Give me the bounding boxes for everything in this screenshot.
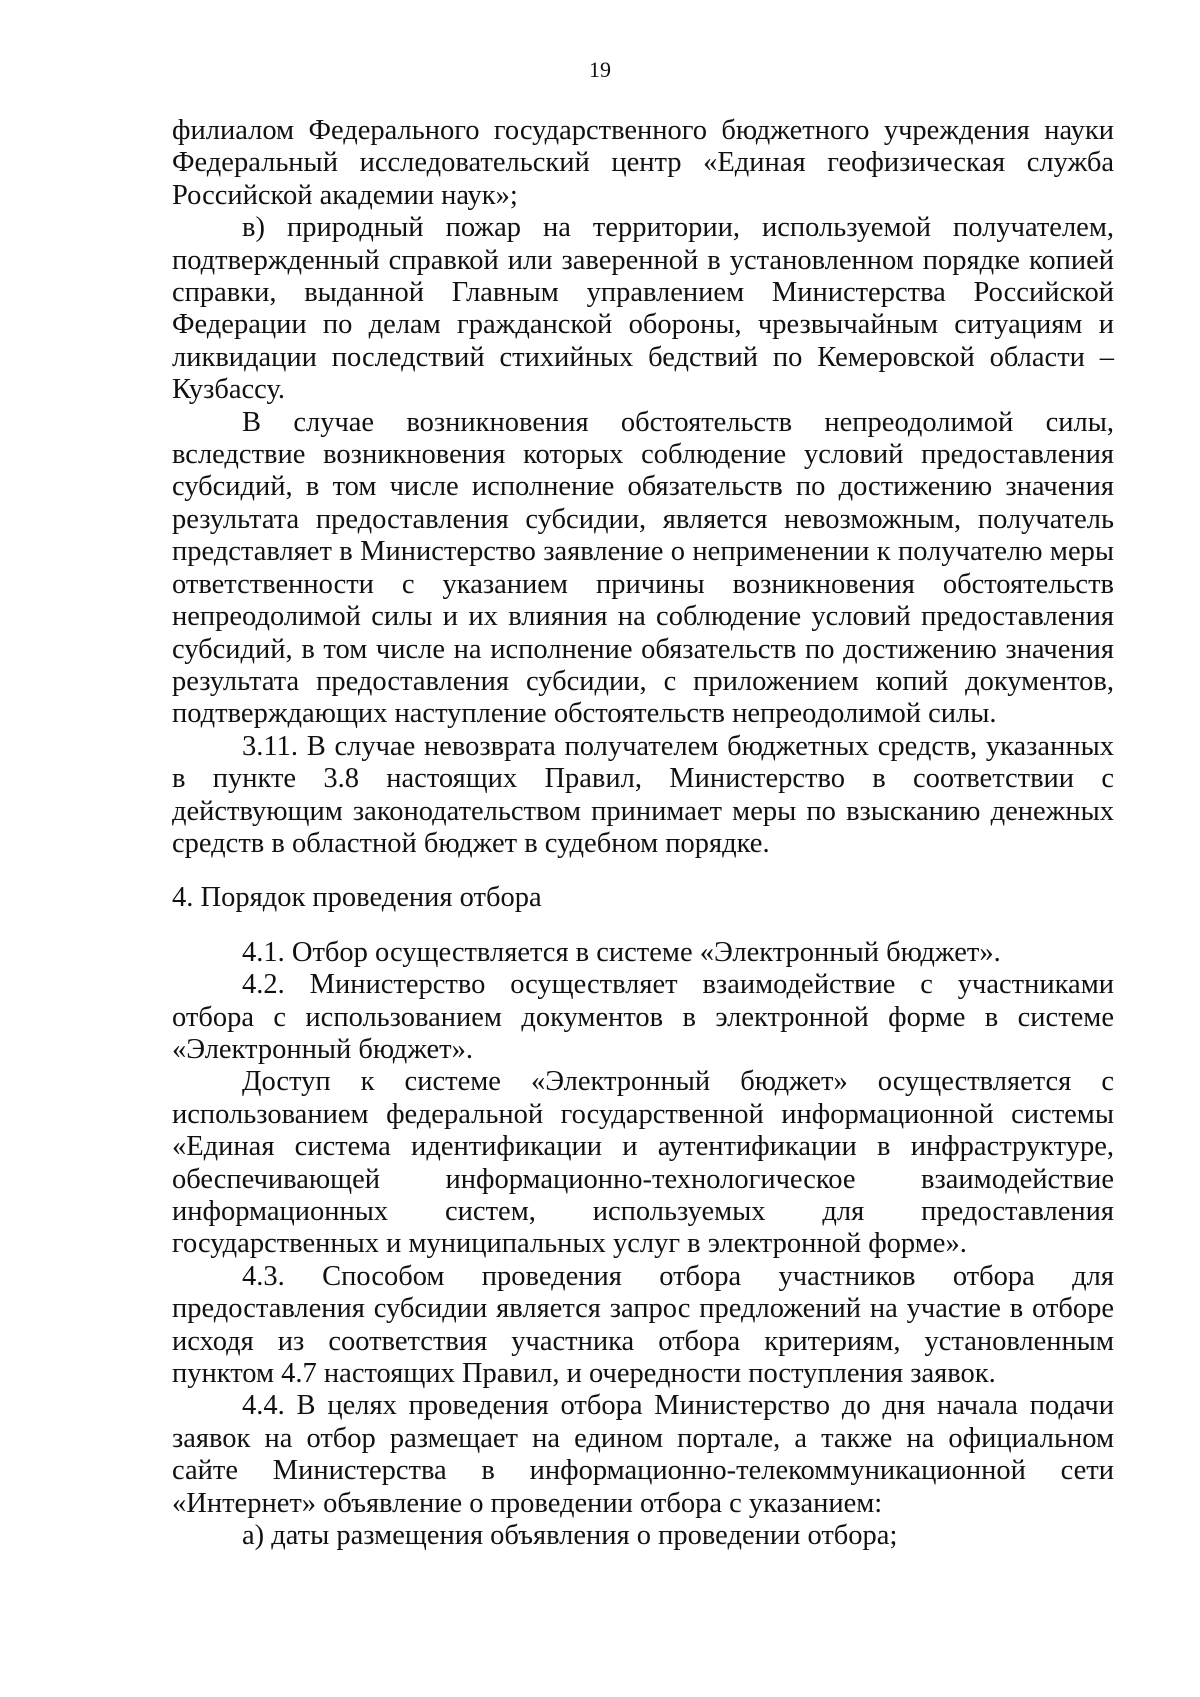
paragraph-4-2: 4.2. Министерство осуществляет взаимодействие с участниками отбора с использованием документов в электронной форме в системе «Электронный бюджет». <box>172 969 1114 1065</box>
paragraph-item-a: а) даты размещения объявления о проведении отбора; <box>242 1520 898 1552</box>
section-heading: 4. Порядок проведения отбора <box>172 882 542 914</box>
document-body <box>172 115 1114 1552</box>
paragraph-4-3: 4.3. Способом проведения отбора участников отбора для предоставления субсидии является запрос предложений на участие в отборе исходя из соответствия участника отбора критериям, установленным пунктом 4.7 настоящих Правил, и очередности поступления заявок. <box>172 1260 1114 1390</box>
paragraph-4-4: 4.4. В целях проведения отбора Министерство до дня начала подачи заявок на отбор размещает на едином портале, а также на официальном сайте Министерства в информационно-телекоммуникационной сети «Интернет» объявление о проведении отбора с указанием: <box>172 1390 1114 1519</box>
paragraph-access: Доступ к системе «Электронный бюджет» осуществляется с использованием федеральной государственной информационной системы «Единая система идентификации и аутентификации в инфраструктуре, обеспечивающей информационно-технологическое взаимодействие информационных систем, используемых для предоставления государственных и муниципальных услуг в электронной форме». <box>172 1066 1114 1260</box>
page-number: 19 <box>589 57 611 82</box>
paragraph-item-v: в) природный пожар на территории, используемой получателем, подтвержденный справкой или заверенной в установленном порядке копией справки, выданной Главным управлением Министерства Российской Федерации по делам гражданской обороны, чрезвычайным ситуациям и ликвидации последствий стихийных бедствий по Кемеровской области – Кузбассу. <box>172 212 1114 406</box>
paragraph-continuation: филиалом Федерального государственного бюджетного учреждения науки Федеральный исследовательский центр «Единая геофизическая служба Российской академии наук»; <box>172 115 1114 211</box>
paragraph-3-11: 3.11. В случае невозврата получателем бюджетных средств, указанных в пункте 3.8 настоящих Правил, Министерство в соответствии с действующим законодательством принимает меры по взысканию денежных средств в областной бюджет в судебном порядке. <box>172 730 1114 859</box>
paragraph-4-1: 4.1. Отбор осуществляется в системе «Электронный бюджет». <box>242 936 1001 968</box>
paragraph-force-majeure: В случае возникновения обстоятельств непреодолимой силы, вследствие возникновения которых соблюдение условий предоставления субсидий, в том числе исполнение обязательств по достижению значения результата предоставления субсидии, является невозможным, получатель представляет в Министерство заявление о неприменении к получателю меры ответственности с указанием причины возникновения обстоятельств непреодолимой силы и их влияния на соблюдение условий предоставления субсидий, в том числе на исполнение обязательств по достижению значения результата предоставления субсидии, с приложением копий документов, подтверждающих наступление обстоятельств непреодолимой силы. <box>172 406 1114 730</box>
